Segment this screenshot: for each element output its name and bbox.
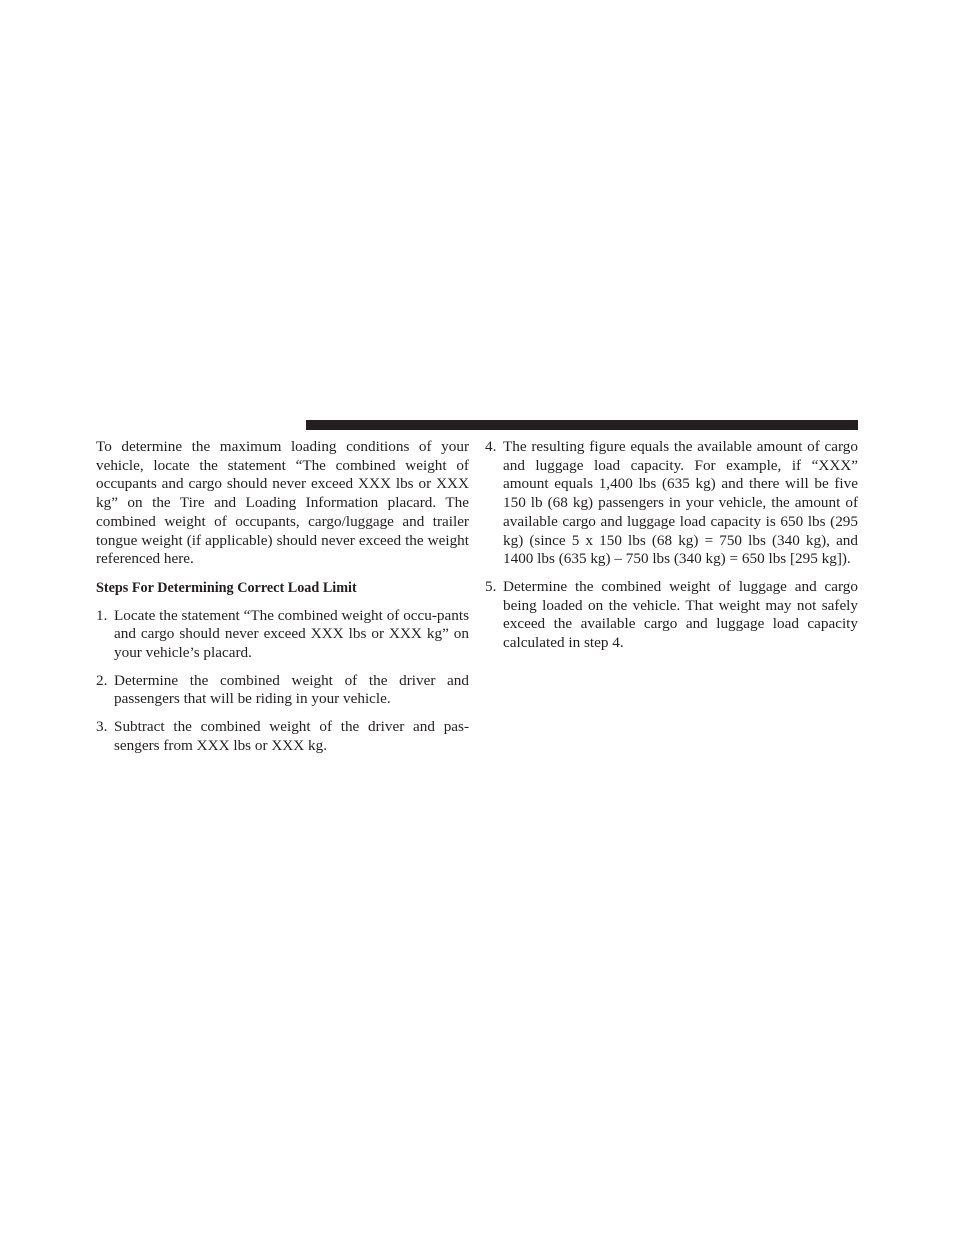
right-column [485,438,858,662]
step-number: 4. [485,438,497,455]
intro-paragraph: To determine the maximum loading conditions of your vehicle, locate the statement “The combined weight of occupants and cargo should never exceed XXX lbs or XXX kg” on the Tire and Loading Information placard. The combined weight of occupants, cargo/luggage and trailer tongue weight (if applicable) should never exceed the weight referenced here. [96,438,469,568]
list-item-step-5 [485,578,858,653]
list-item-step-4 [485,438,858,569]
step-text: Determine the combined weight of luggage and cargo being loaded on the vehicle. That weight may not safely exceed the available cargo and luggage load capacity calculated in step 4. [503,577,858,652]
step-number: 1. [96,606,108,624]
steps-list [96,607,469,756]
list-item-step-3 [96,718,469,755]
step-number: 3. [96,718,108,736]
list-item-step-2 [96,672,469,709]
section-heading: Steps For Determining Correct Load Limit [96,579,357,596]
list-item-step-1 [96,607,469,663]
step-text: Locate the statement “The combined weight of occu-pants and cargo should never exceed XXX lbs or XXX kg” on your vehicle’s placard. [114,606,469,662]
steps-list-continued [485,438,858,653]
step-text: The resulting figure equals the available amount of cargo and luggage load capacity. For example, if “XXX” amount equals 1,400 lbs (635 kg) and there will be five 150 lb (68 kg) passengers in your vehicle, the amount of available cargo and luggage load capacity is 650 lbs (295 kg) (since 5 x 150 lbs (68 kg) = 750 lbs (340 kg), and 1400 lbs (635 kg) – 750 lbs (340 kg) = 650 lbs [295 kg]). [503,438,858,568]
step-text: Subtract the combined weight of the driver and pas-sengers from XXX lbs or XXX kg. [114,718,469,754]
section-header-bar [306,420,858,430]
step-number: 2. [96,671,108,689]
step-number: 5. [485,577,497,595]
left-column [96,438,469,765]
step-text: Determine the combined weight of the driver and passengers that will be riding in your vehicle. [114,671,469,708]
